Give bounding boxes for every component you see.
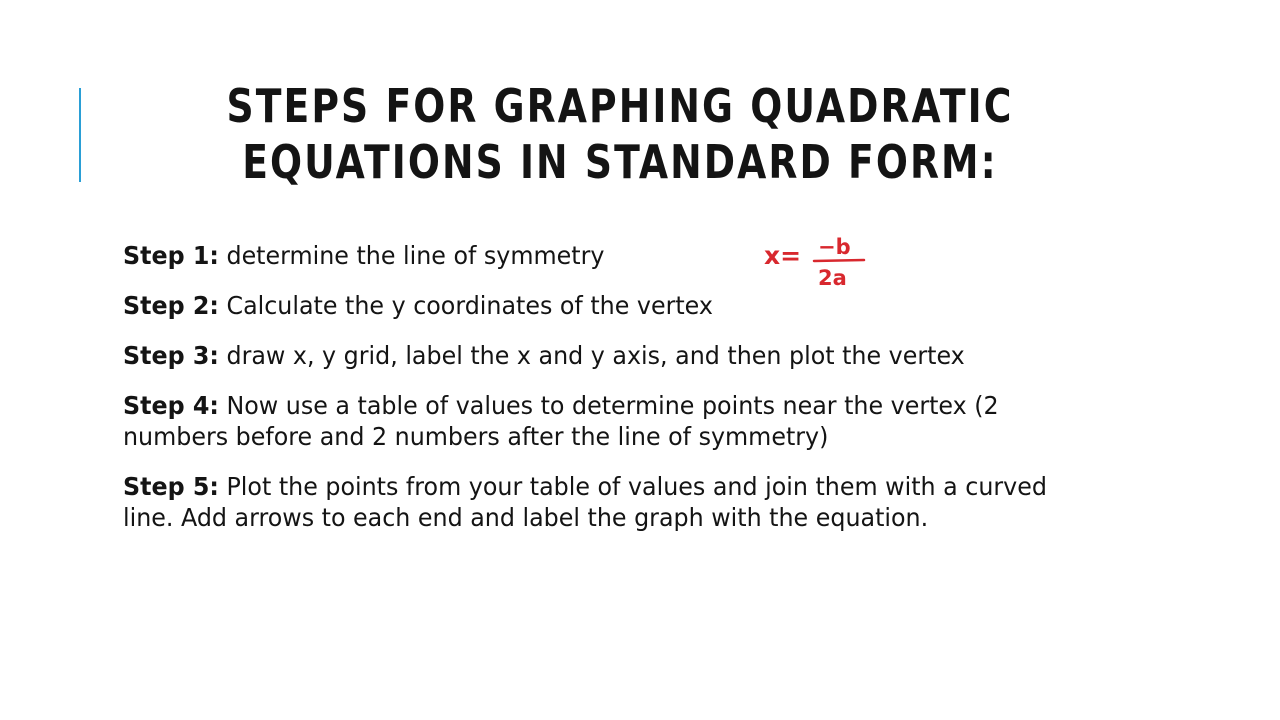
formula-lhs: x= <box>764 241 802 270</box>
step-text: draw x, y grid, label the x and y axis, and then plot the vertex <box>218 341 965 370</box>
slide-title: STEPS FOR GRAPHING QUADRATIC EQUATIONS IN STANDARD FORM: <box>226 79 1014 189</box>
step-item <box>123 340 1093 371</box>
step-label: Step 4: <box>123 391 219 420</box>
formula-fraction-bar <box>814 260 864 261</box>
step-item <box>123 471 1093 533</box>
step-label: Step 5: <box>123 472 219 501</box>
step-label: Step 3: <box>123 341 219 370</box>
step-text: Plot the points from your table of values and join them with a curved line. Add arrows to each end and label the graph with the equation. <box>123 472 1047 532</box>
title-accent-bar <box>79 88 81 182</box>
formula-numerator: −b <box>818 235 851 259</box>
step-text: determine the line of symmetry <box>218 241 605 270</box>
steps-list <box>123 240 1123 552</box>
step-label: Step 1: <box>123 241 219 270</box>
formula-denominator: 2a <box>818 266 847 290</box>
symmetry-formula <box>760 230 890 296</box>
step-item <box>123 240 1093 271</box>
step-label: Step 2: <box>123 291 219 320</box>
step-item <box>123 390 1093 452</box>
step-text: Calculate the y coordinates of the vertex <box>218 291 713 320</box>
step-item <box>123 290 1093 321</box>
step-text: Now use a table of values to determine points near the vertex (2 numbers before and 2 numbers after the line of symmetry) <box>123 391 999 451</box>
